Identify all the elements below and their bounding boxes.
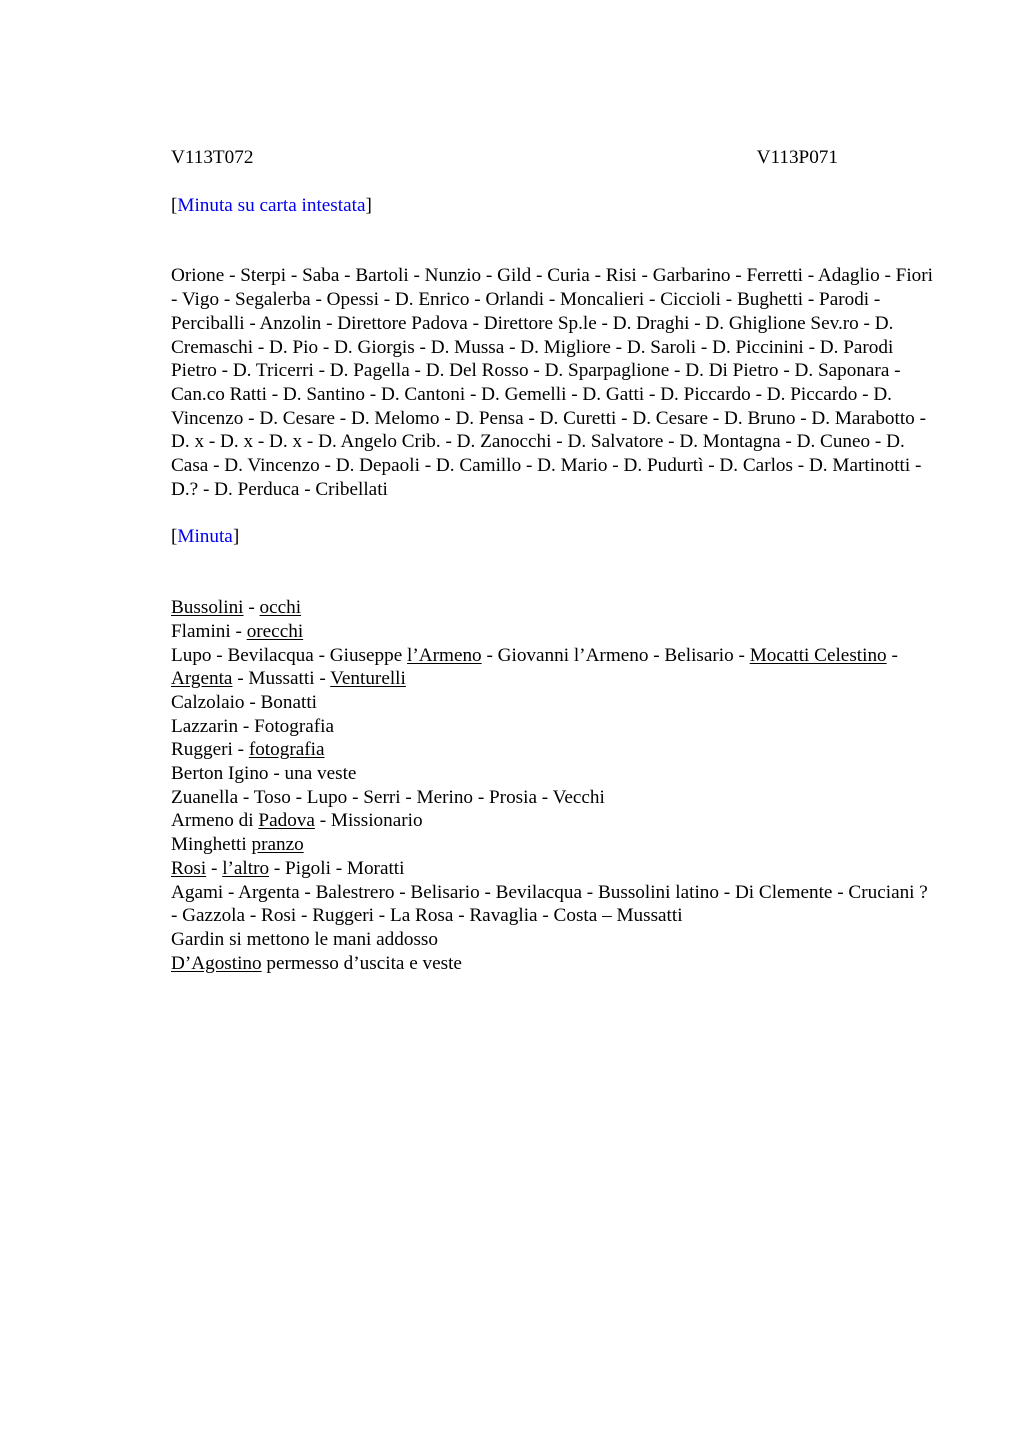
underlined-name: l’Armeno <box>407 644 482 666</box>
underlined-name: Rosi <box>171 857 207 879</box>
list-item: Lazzarin - Fotografia <box>171 715 335 737</box>
list-text: - Mussatti - <box>232 668 331 690</box>
bracket-open: [ <box>171 194 178 216</box>
list-item: Agami - Argenta - Balestrero - Belisario - Bevilacqua - Bussolini latino - Di Clemente - Cruciani ? - Gazzola - Rosi - Ruggeri - La Rosa - Ravaglia - Costa – Mussatti <box>171 881 928 927</box>
document-header <box>171 146 838 170</box>
list-text: Armeno di <box>171 810 259 832</box>
note-text: Minuta su carta intestata <box>177 194 366 216</box>
list-item <box>171 644 933 691</box>
list-text: Lupo - Bevilacqua - Giuseppe <box>171 644 408 666</box>
list-item: Zuanella - Toso - Lupo - Serri - Merino - Prosia - Vecchi <box>171 786 605 808</box>
list-item: Calzolaio - Bonatti <box>171 691 318 713</box>
underlined-word: l’altro <box>222 857 270 879</box>
bracket-close: ] <box>365 194 372 216</box>
separator: - <box>206 857 223 879</box>
list-item <box>171 620 933 644</box>
list-text: Flamini - <box>171 620 247 642</box>
list-text: - Missionario <box>314 810 423 832</box>
names-list <box>171 596 933 975</box>
list-text: - Pigoli - Moratti <box>269 857 405 879</box>
list-item <box>171 952 933 976</box>
underlined-word: pranzo <box>251 834 304 856</box>
list-item <box>171 596 933 620</box>
left-document-code: V113T072 <box>171 147 254 168</box>
names-paragraph: Orione - Sterpi - Saba - Bartoli - Nunzio - Gild - Curia - Risi - Garbarino - Ferretti - Adaglio - Fiori - Vigo - Segalerba - Opessi - D. Enrico - Orlandi - Moncalieri - Ciccioli - Bughetti - Parodi - Perciballi - Anzolin - Direttore Padova - Direttore Sp.le - D. Draghi - D. Ghiglione Sev.ro - D. Cremaschi - D. Pio - D. Giorgis - D. Mussa - D. Migliore - D. Saroli - D. Piccinini - D. Parodi Pietro - D. Tricerri - D. Pagella - D. Del Rosso - D. Sparpaglione - D. Di Pietro - D. Saponara - Can.co Ratti - D. Santino - D. Cantoni - D. Gemelli - D. Gatti - D. Piccardo - D. Piccardo - D. Vincenzo - D. Cesare - D. Melomo - D. Pensa - D. Curetti - D. Cesare - D. Bruno - D. Marabotto - D. x - D. x - D. x - D. Angelo Crib. - D. Zanocchi - D. Salvatore - D. Montagna - D. Cuneo - D. Casa - D. Vincenzo - D. Depaoli - D. Camillo - D. Mario - D. Pudurtì - D. Carlos - D. Martinotti - D.? - D. Perduca - Cribellati <box>171 265 933 500</box>
list-item <box>171 833 933 857</box>
list-item <box>171 738 933 762</box>
bracket-open: [ <box>171 526 178 548</box>
list-text: - Giovanni l’Armeno - Belisario - <box>481 644 750 666</box>
editorial-note-draft <box>171 525 933 549</box>
document-page <box>171 146 933 975</box>
underlined-word: orecchi <box>246 620 304 642</box>
editorial-note-letterhead <box>171 194 933 218</box>
underlined-name: Bussolini <box>171 597 244 619</box>
list-text: Ruggeri - <box>171 739 249 761</box>
underlined-word: Padova <box>258 810 315 832</box>
list-item: Berton Igino - una veste <box>171 763 357 785</box>
separator: - <box>243 597 260 619</box>
list-text: Minghetti <box>171 834 252 856</box>
underlined-name: Venturelli <box>330 668 406 690</box>
list-text: permesso d’uscita e veste <box>261 952 462 974</box>
underlined-name: D’Agostino <box>171 952 262 974</box>
note-text: Minuta <box>177 526 233 548</box>
list-item <box>171 809 933 833</box>
right-document-code: V113P071 <box>756 147 838 168</box>
underlined-name: Argenta <box>171 668 233 690</box>
list-item: Gardin si mettono le mani addosso <box>171 928 438 950</box>
list-item <box>171 857 933 881</box>
underlined-word: fotografia <box>248 739 325 761</box>
bracket-close: ] <box>232 526 240 548</box>
underlined-name: Mocatti Celestino <box>749 644 887 666</box>
underlined-word: occhi <box>259 597 302 619</box>
separator: - <box>886 644 898 666</box>
